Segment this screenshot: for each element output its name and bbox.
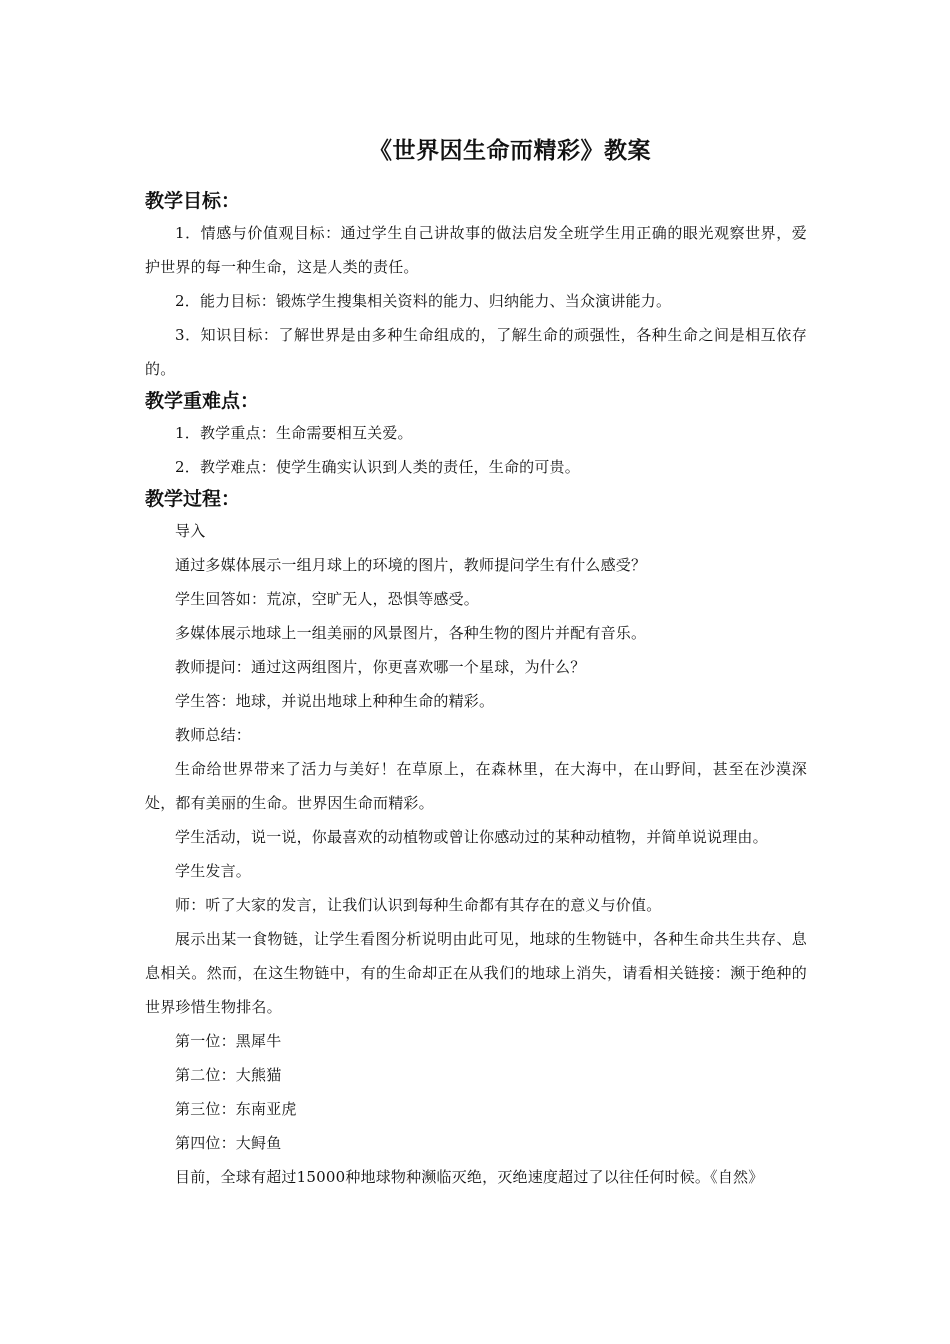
section-heading-process: 教学过程： bbox=[145, 488, 241, 510]
paragraph: 目前，全球有超过15000种地球物种濒临灭绝，灭绝速度超过了以往任何时候。《自然》 bbox=[175, 1168, 764, 1186]
paragraph: 第一位：黑犀牛 bbox=[175, 1032, 282, 1050]
paragraph: 3．知识目标：了解世界是由多种生命组成的，了解生命的顽强性，各种生命之间是相互依存的。 bbox=[145, 326, 807, 378]
paragraph: 学生活动，说一说，你最喜欢的动植物或曾让你感动过的某种动植物，并简单说说理由。 bbox=[175, 828, 768, 846]
paragraph: 导入 bbox=[175, 522, 206, 540]
paragraph: 展示出某一食物链，让学生看图分析说明由此可见，地球的生物链中，各种生命共生共存、息息相关。然而，在这生物链中，有的生命却正在从我们的地球上消失，请看相关链接：濒于绝种的世界珍惜生物排名。 bbox=[145, 930, 807, 1016]
paragraph: 通过多媒体展示一组月球上的环境的图片，教师提问学生有什么感受？ bbox=[175, 556, 647, 574]
document-title: 《世界因生命而精彩》教案 bbox=[369, 138, 651, 164]
paragraph: 学生发言。 bbox=[175, 862, 252, 880]
section-heading-objectives: 教学目标： bbox=[145, 190, 241, 212]
paragraph: 学生答：地球，并说出地球上种种生命的精彩。 bbox=[175, 692, 495, 710]
paragraph: 教师提问：通过这两组图片，你更喜欢哪一个星球，为什么？ bbox=[175, 658, 586, 676]
paragraph: 1．情感与价值观目标：通过学生自己讲故事的做法启发全班学生用正确的眼光观察世界，爱护世界的每一种生命，这是人类的责任。 bbox=[145, 224, 807, 276]
section-heading-key-points: 教学重难点： bbox=[145, 390, 260, 412]
paragraph: 1．教学重点：生命需要相互关爱。 bbox=[175, 424, 413, 442]
paragraph: 生命给世界带来了活力与美好！在草原上，在森林里，在大海中，在山野间，甚至在沙漠深处，都有美丽的生命。世界因生命而精彩。 bbox=[145, 760, 807, 812]
paragraph: 学生回答如：荒凉，空旷无人，恐惧等感受。 bbox=[175, 590, 480, 608]
paragraph: 师：听了大家的发言，让我们认识到每种生命都有其存在的意义与价值。 bbox=[175, 896, 662, 914]
paragraph: 2．能力目标：锻炼学生搜集相关资料的能力、归纳能力、当众演讲能力。 bbox=[175, 292, 672, 310]
paragraph: 第二位：大熊猫 bbox=[175, 1066, 282, 1084]
paragraph: 第三位：东南亚虎 bbox=[175, 1100, 297, 1118]
paragraph: 多媒体展示地球上一组美丽的风景图片，各种生物的图片并配有音乐。 bbox=[175, 624, 647, 642]
paragraph: 教师总结： bbox=[175, 726, 252, 744]
paragraph: 第四位：大鲟鱼 bbox=[175, 1134, 282, 1152]
document-body bbox=[145, 186, 807, 1194]
paragraph: 2．教学难点：使学生确实认识到人类的责任，生命的可贵。 bbox=[175, 458, 580, 476]
